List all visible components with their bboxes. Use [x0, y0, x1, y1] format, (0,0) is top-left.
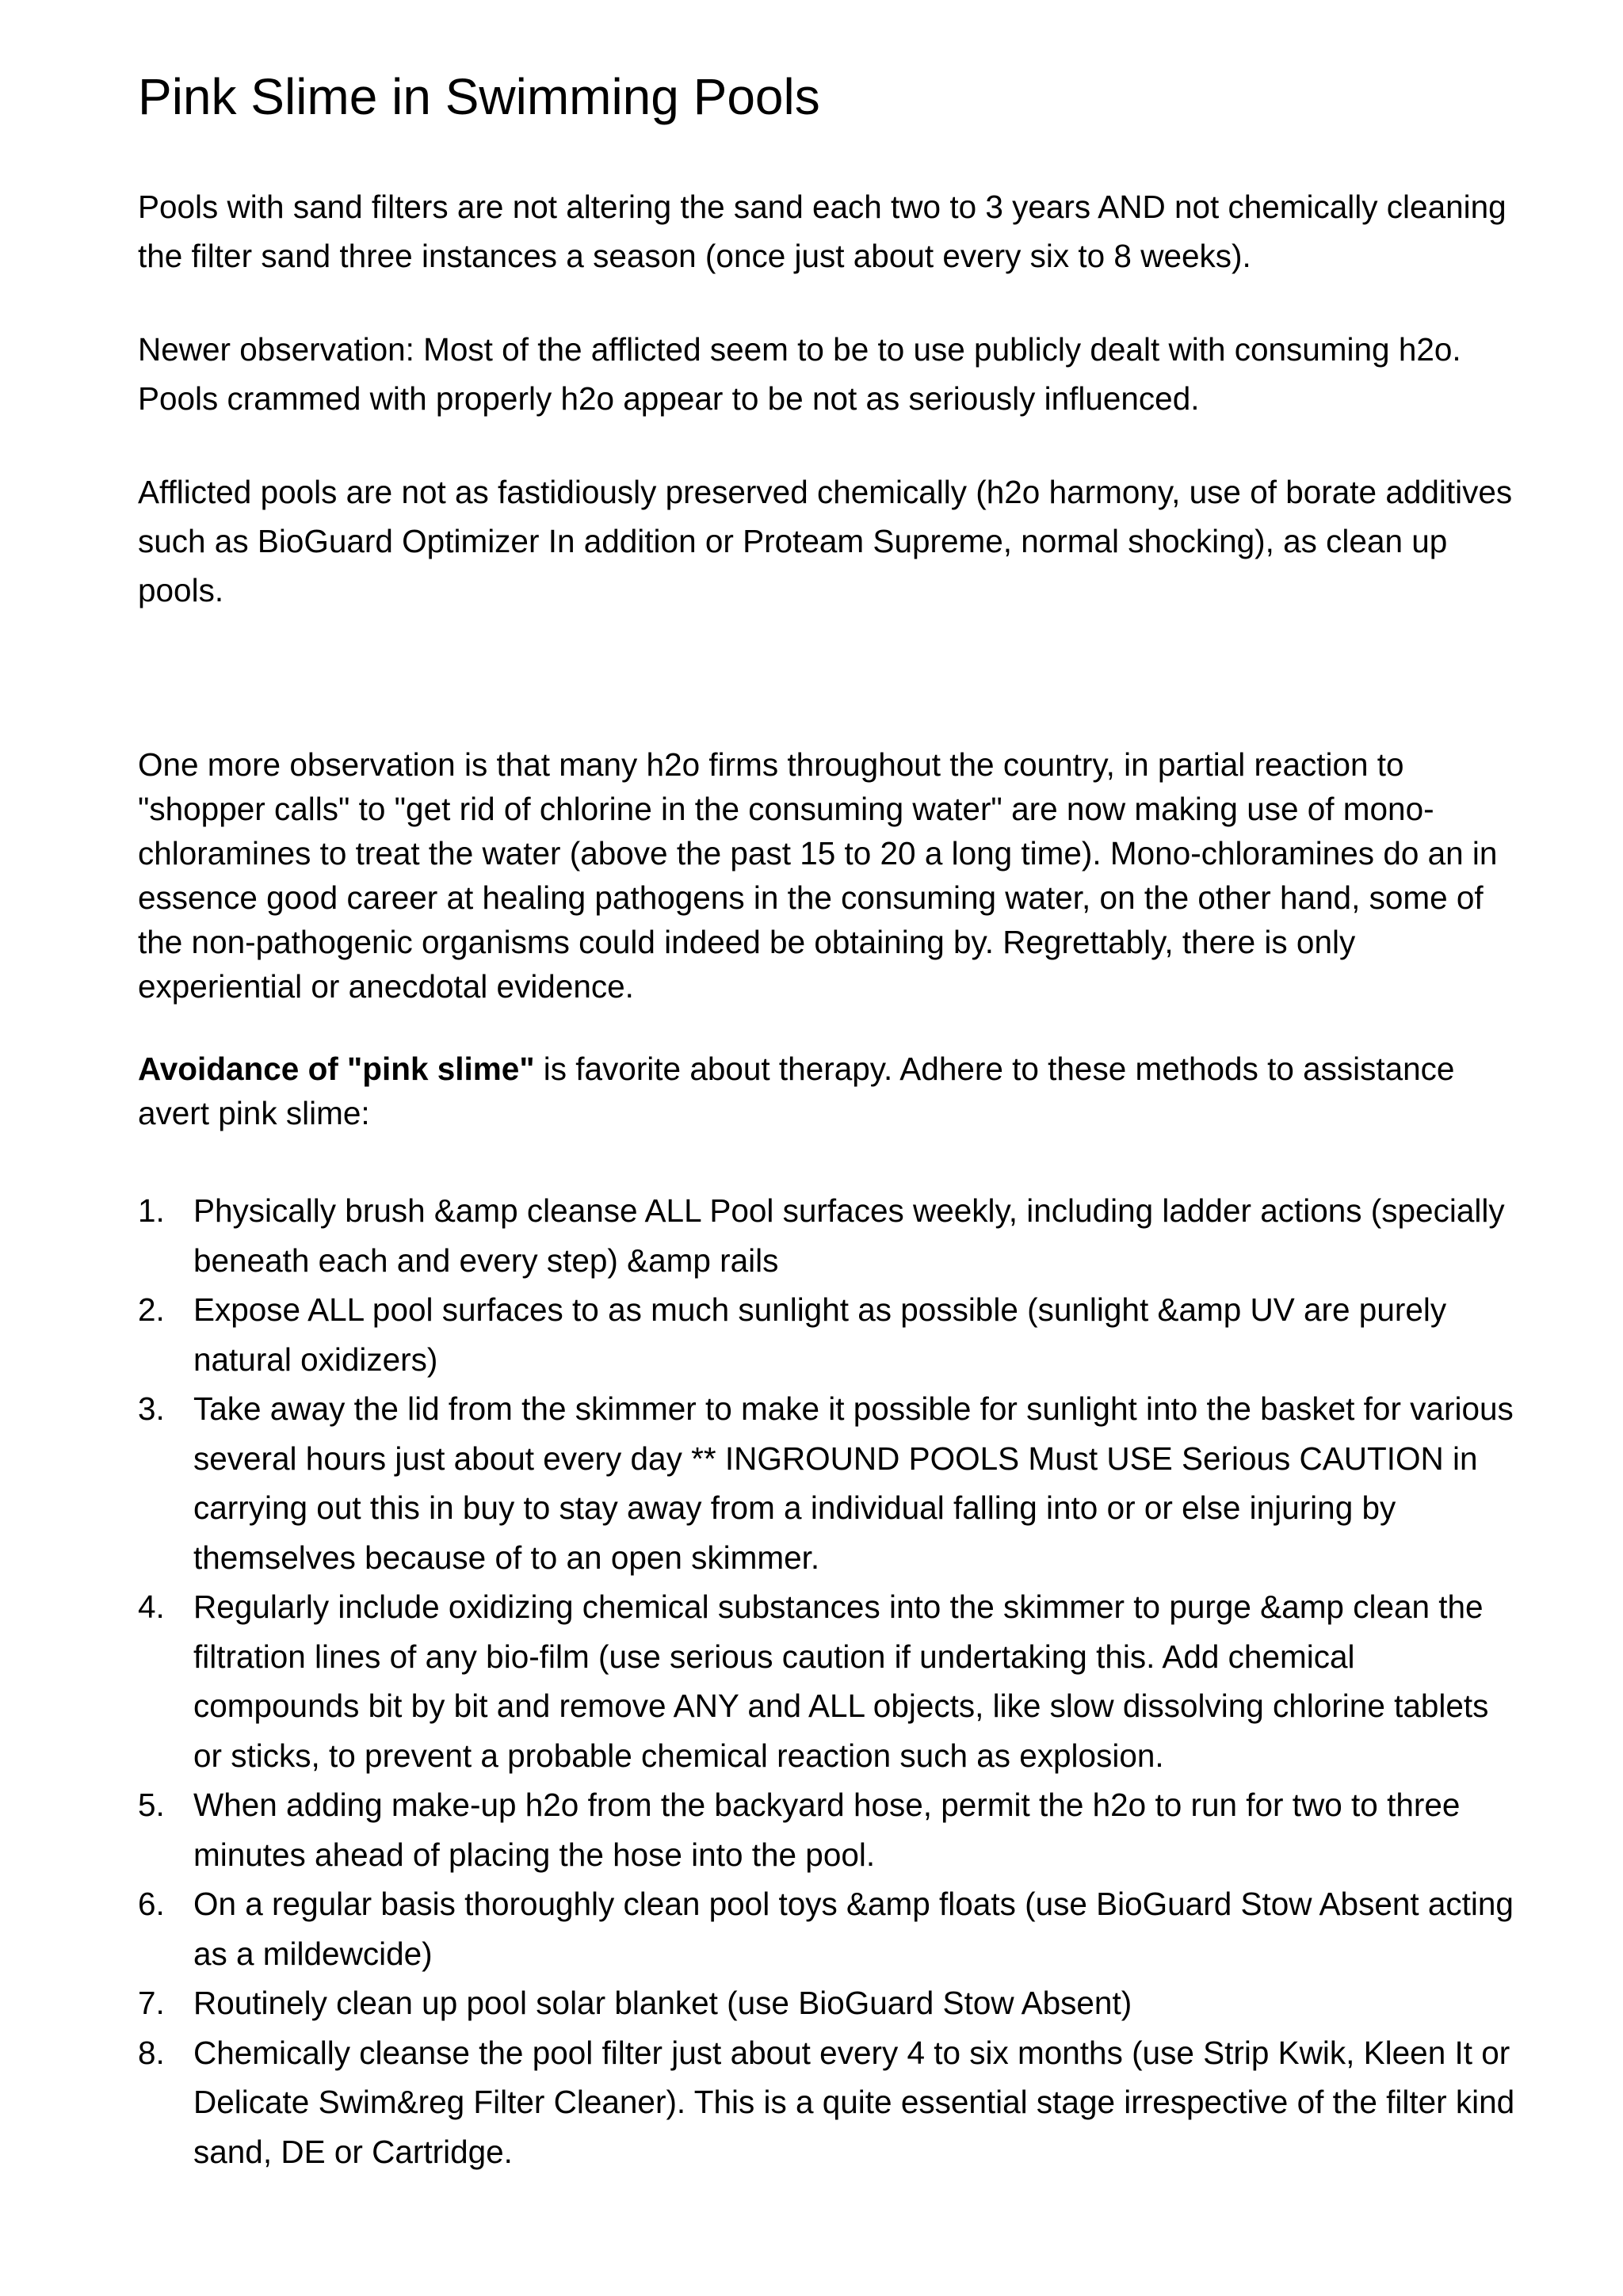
list-text: On a regular basis thoroughly clean pool toys &amp floats (use BioGuard Stow Absent acting as a mildewcide) [193, 1886, 1514, 1972]
list-text: Take away the lid from the skimmer to make it possible for sunlight into the basket for various several hours just about every day ** INGROUND POOLS Must USE Serious CAUTION in carrying out this in buy to stay away from a individual falling into or or else injuring by themselves because of to an open skimmer. [193, 1390, 1514, 1576]
list-number: 6. [138, 1886, 165, 1922]
list-text: When adding make-up h2o from the backyard hose, permit the h2o to run for two to three minutes ahead of placing the hose into the pool. [193, 1787, 1461, 1873]
paragraph-afflicted-pools: Afflicted pools are not as fastidiously preserved chemically (h2o harmony, use of borate additives such as BioGuard Optimizer In addition or Proteam Supreme, normal shocking), as clean up pools. [138, 474, 1513, 608]
prevention-steps-list [138, 1186, 1517, 2176]
list-number: 7. [138, 1985, 165, 2021]
list-text: Regularly include oxidizing chemical substances into the skimmer to purge &amp clean the filtration lines of any bio-film (use serious caution if undertaking this. Add chemical compounds bit by bit and remove ANY and ALL objects, like slow dissolving chlorine tablets or sticks, to prevent a probable chemical reaction such as explosion. [193, 1589, 1489, 1774]
list-item [138, 1780, 1517, 1879]
list-item [138, 2028, 1517, 2177]
list-text: Chemically cleanse the pool filter just about every 4 to six months (use Strip Kwik, Kleen It or Delicate Swim&reg Filter Cleaner). This is a quite essential stage irrespective of the filter kind sand, DE or Cartridge. [193, 2034, 1515, 2170]
avoidance-text: is favorite about therapy. Adhere to these methods to assistance avert pink slime: [138, 1051, 1455, 1131]
list-item [138, 1879, 1517, 1978]
list-text: Routinely clean up pool solar blanket (use BioGuard Stow Absent) [193, 1985, 1132, 2021]
list-item [138, 1384, 1517, 1582]
paragraph-chloramines: One more observation is that many h2o firms throughout the country, in partial reaction to "shopper calls" to "get rid of chlorine in the consuming water" are now making use of mono-chloramines to treat the water (above the past 15 to 20 a long time). Mono-chloramines do an in essence good career at healing pathogens in the consuming water, on the other hand, some of the non-pathogenic organisms could indeed be obtaining by. Regrettably, there is only experiential or anecdotal evidence. [138, 746, 1498, 1005]
list-number: 3. [138, 1390, 165, 1427]
list-item [138, 1186, 1517, 1285]
list-item [138, 1285, 1517, 1384]
list-number: 8. [138, 2034, 165, 2071]
list-number: 1. [138, 1192, 165, 1229]
paragraph-newer-observation: Newer observation: Most of the afflicted seem to be to use publicly dealt with consuming h2o. Pools crammed with properly h2o appear to be not as seriously influenced. [138, 331, 1461, 417]
paragraph-sand-filters: Pools with sand filters are not altering the sand each two to 3 years AND not chemically cleaning the filter sand three instances a season (once just about every six to 8 weeks). [138, 189, 1507, 274]
list-item [138, 1978, 1517, 2028]
list-number: 2. [138, 1291, 165, 1328]
avoidance-bold-lead: Avoidance of "pink slime" [138, 1051, 535, 1087]
paragraph-avoidance [138, 1047, 1517, 1135]
page-title: Pink Slime in Swimming Pools [138, 68, 820, 125]
list-text: Expose ALL pool surfaces to as much sunlight as possible (sunlight &amp UV are purely natural oxidizers) [193, 1291, 1447, 1378]
list-number: 4. [138, 1589, 165, 1625]
list-text: Physically brush &amp cleanse ALL Pool surfaces weekly, including ladder actions (specially beneath each and every step) &amp rails [193, 1192, 1505, 1279]
list-item [138, 1582, 1517, 1780]
list-number: 5. [138, 1787, 165, 1823]
